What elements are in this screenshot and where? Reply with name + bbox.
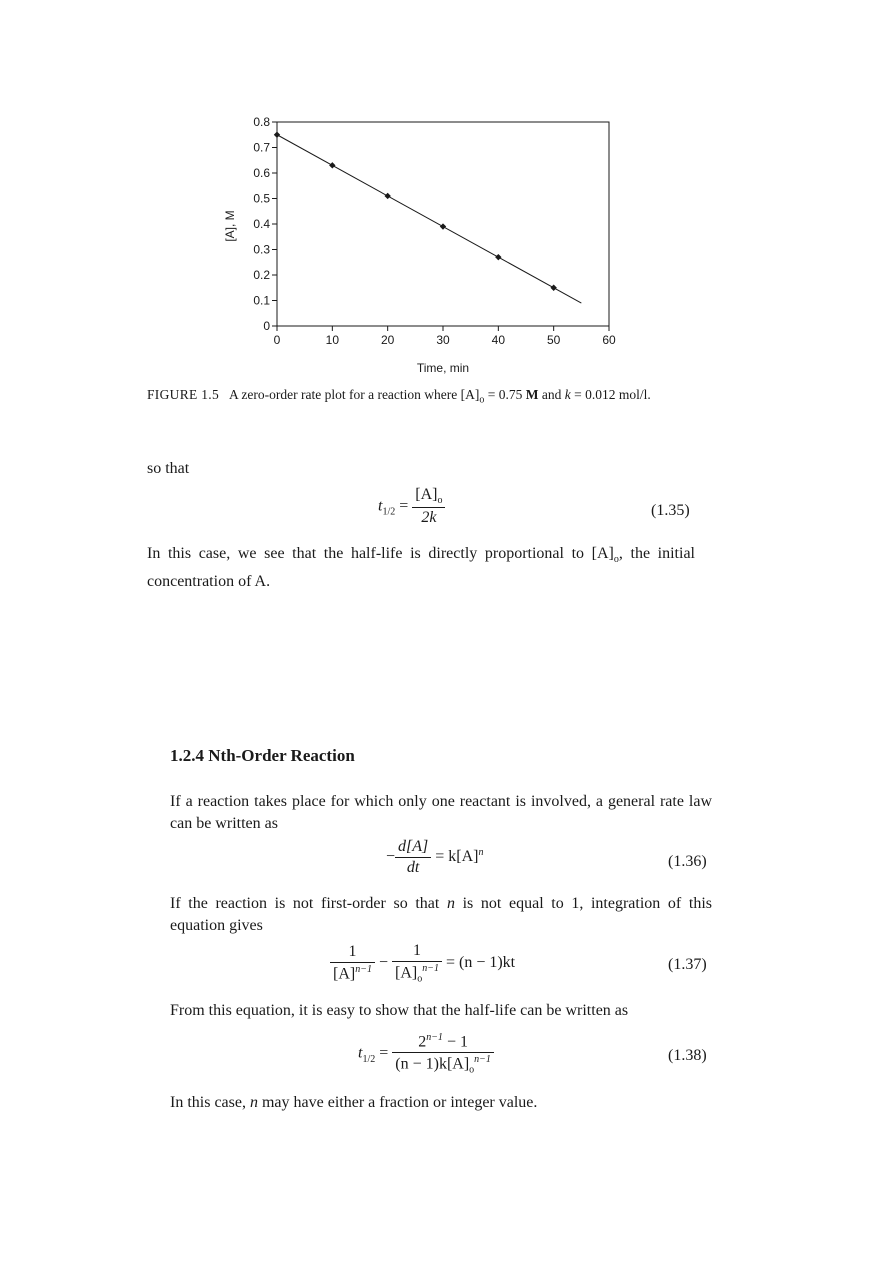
x-tick-label: 40: [491, 333, 506, 347]
zero-order-rate-plot: [210, 108, 630, 380]
so-that-text: so that: [147, 460, 190, 477]
eq138-lhs: t: [358, 1044, 363, 1062]
eq136-den: dt: [406, 859, 420, 876]
equation-number-1-36: (1.36): [668, 853, 707, 870]
data-point: [384, 193, 390, 199]
x-axis-label: Time, min: [416, 361, 470, 375]
eq136-rhs-sup: n: [478, 846, 484, 858]
eq138-num-sup: n−1: [426, 1032, 443, 1043]
eq135-lhs: t: [378, 497, 383, 515]
caption-equals: = 0.75: [484, 387, 526, 402]
eq136-fraction: [395, 838, 431, 877]
paragraph-integration: [170, 893, 712, 937]
eq135-den: 2k: [421, 509, 437, 527]
para5-tail: may have either a fraction or integer value.: [257, 1094, 538, 1111]
y-tick-label: 0.2: [253, 268, 270, 282]
eq135-num: [A]: [415, 486, 438, 503]
eq135-lhs-sub: 1/2: [382, 506, 396, 518]
y-tick-label: 0.1: [253, 293, 270, 308]
para3-n: n: [446, 895, 455, 912]
eq138-fraction: [392, 1032, 494, 1076]
y-tick-label: 0.6: [253, 166, 270, 180]
eq138-lhs-sub: 1/2: [362, 1053, 376, 1065]
x-tick-label: 50: [546, 333, 561, 347]
eq137-rhs: = (n − 1)kt: [445, 953, 516, 971]
equation-1-38: $t_{1/2}$ = $\frac{2^{n-1} - 1}{(n - 1)k[A]_o^{n-1}}$: [358, 1032, 494, 1076]
equation-1-36: − $\frac{d[A]}{dt}$ = $k[A]^n$: [386, 838, 484, 876]
data-point: [440, 223, 446, 229]
x-tick-label: 10: [325, 333, 340, 347]
eq135-num-sub: o: [437, 495, 443, 507]
paragraph-general-rate-law: If a reaction takes place for which only one reactant is involved, a general rate law can be written as: [170, 793, 712, 832]
para1-text: In this case, we see that the half-life is directly proportional to [A]: [147, 545, 614, 562]
paragraph-half-life: [147, 543, 695, 593]
eq137-den2-sub: o: [417, 973, 423, 985]
y-tick-label: 0.4: [253, 217, 270, 231]
y-tick-label: 0.8: [253, 115, 270, 129]
caption-k: k: [564, 387, 571, 402]
y-tick-label: 0.3: [253, 242, 270, 257]
y-tick-label: 0.7: [253, 140, 270, 155]
eq137-fraction-2: [392, 942, 442, 985]
eq137-den2: [A]: [395, 964, 418, 982]
eq138-num: 2: [418, 1033, 427, 1051]
caption-and: and: [538, 387, 565, 402]
eq137-den1: [A]: [333, 965, 356, 983]
x-tick-label: 60: [602, 333, 616, 347]
caption-tail: = 0.012 mol/l.: [570, 387, 651, 402]
eq137-fraction-1: [330, 943, 375, 983]
paragraph-half-life-formula: From this equation, it is easy to show that the half-life can be written as: [170, 1002, 629, 1019]
y-tick-label: 0.5: [253, 191, 270, 206]
data-point: [495, 254, 501, 260]
equation-number-1-37: (1.37): [668, 956, 707, 973]
eq138-den: (n − 1)k[A]: [395, 1055, 470, 1073]
section-heading: 1.2.4 Nth-Order Reaction: [170, 746, 355, 765]
equation-number-1-35: (1.35): [651, 502, 690, 519]
eq138-num-tail: − 1: [442, 1033, 468, 1051]
equation-1-35: $t_{1/2}$ = $\frac{[A]_o}{2k}$: [378, 486, 445, 527]
x-tick-label: 0: [273, 333, 281, 347]
para1-sub: o: [613, 554, 619, 566]
eq138-den-sub: o: [469, 1064, 475, 1076]
eq138-den-sup: n−1: [474, 1054, 491, 1066]
eq137-den1-sup: n−1: [355, 964, 372, 976]
eq135-fraction: [412, 486, 445, 527]
y-tick-label: 0: [263, 319, 270, 333]
para3-text: If the reaction is not first-order so that: [170, 895, 447, 912]
figure-label: FIGURE 1.5: [147, 387, 220, 402]
eq136-rhs: = k[A]: [435, 848, 479, 866]
caption-text: A zero-order rate plot for a reaction where [A]: [229, 387, 480, 402]
eq137-den2-sup: n−1: [422, 963, 439, 974]
equation-number-1-38: (1.38): [668, 1047, 707, 1064]
para5-text: In this case,: [170, 1094, 250, 1111]
fit-line: [277, 135, 581, 303]
eq137-num2: 1: [392, 942, 442, 962]
caption-subscript: o: [479, 394, 485, 406]
paragraph-n-value: [170, 1092, 712, 1114]
y-axis-label: [A], M: [223, 210, 237, 242]
eq137-num1: 1: [330, 943, 375, 963]
caption-unit: M: [525, 387, 539, 402]
x-tick-label: 30: [436, 333, 450, 347]
data-point: [274, 132, 280, 138]
equation-1-37: $\frac{1}{[A]^{n-1}}$ − $\frac{1}{[A]_o^{n-1}}$ = (n − 1)kt: [330, 942, 515, 985]
eq136-num: d[A]: [398, 838, 429, 855]
data-point: [550, 285, 556, 291]
para1-tail: , the initial concentration of A.: [147, 545, 695, 591]
x-tick-label: 20: [380, 333, 395, 347]
data-point: [329, 162, 335, 168]
para3-tail: is not equal to 1, integration of this equation gives: [170, 895, 713, 934]
figure-caption: [147, 385, 697, 410]
para5-n: n: [249, 1094, 258, 1111]
